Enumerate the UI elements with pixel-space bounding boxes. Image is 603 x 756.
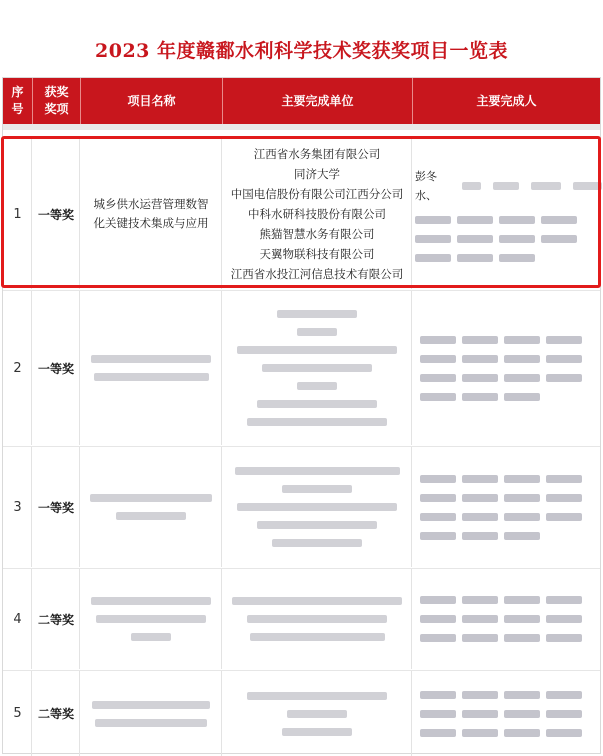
row-award: 一等奖: [37, 207, 74, 222]
unit-item: 中国电信股份有限公司江西分公司: [230, 187, 404, 201]
row-units-redacted: [222, 671, 412, 756]
row-no: 4: [13, 611, 22, 627]
project-name-text: 城乡供水运营管理数智化关键技术集成与应用: [93, 197, 209, 230]
table-row: [3, 670, 600, 756]
unit-item: 江西省水投江河信息技术有限公司: [230, 267, 404, 281]
row-no: 2: [13, 360, 22, 376]
header-project-name: 项目名称: [80, 78, 222, 124]
row-award: 二等奖: [37, 612, 74, 627]
table-row: [3, 446, 600, 567]
header-award: [32, 78, 80, 124]
header-completing-units: 主要完成单位: [222, 78, 412, 124]
table-row: [3, 290, 600, 445]
header-no: [3, 78, 32, 124]
header-completing-persons: 主要完成人: [412, 78, 600, 124]
row-project-name-redacted: [80, 569, 222, 669]
awards-table: [2, 77, 601, 754]
row-persons-redacted: [412, 569, 600, 669]
table-row: [3, 138, 600, 289]
table-row: [3, 568, 600, 669]
row-persons: [412, 139, 600, 289]
row-no: 3: [13, 499, 22, 515]
row-no: 5: [13, 706, 22, 721]
row-award: 二等奖: [37, 707, 74, 721]
header-divider: [3, 124, 600, 130]
header-award-line2: 奖项: [44, 102, 69, 116]
row-no: 1: [13, 206, 22, 222]
header-no-line2: 号: [11, 102, 24, 116]
row-units-redacted: [222, 569, 412, 669]
unit-item: 熊猫智慧水务有限公司: [259, 227, 375, 241]
row-units: [222, 139, 412, 289]
row-persons-redacted: [412, 291, 600, 445]
row-persons-redacted: [412, 447, 600, 567]
unit-item: 江西省水务集团有限公司: [253, 147, 381, 161]
row-project-name: [80, 139, 222, 289]
row-persons-redacted: [412, 671, 600, 756]
unit-item: 中科水研科技股份有限公司: [248, 207, 386, 221]
person-visible: 彭冬水、: [415, 169, 437, 202]
row-award: 一等奖: [37, 361, 74, 376]
row-units-redacted: [222, 291, 412, 445]
unit-item: 天翼物联科技有限公司: [259, 247, 375, 261]
row-project-name-redacted: [80, 447, 222, 567]
row-award: 一等奖: [37, 500, 74, 515]
header-no-line1: 序: [11, 85, 24, 99]
page-title: 2023 年度赣鄱水利科学技术奖获奖项目一览表: [95, 40, 508, 62]
row-project-name-redacted: [80, 291, 222, 445]
redacted-persons: [415, 216, 603, 262]
header-award-line1: 获奖: [44, 85, 69, 99]
unit-item: 同济大学: [294, 167, 340, 181]
row-project-name-redacted: [80, 671, 222, 756]
row-units-redacted: [222, 447, 412, 567]
